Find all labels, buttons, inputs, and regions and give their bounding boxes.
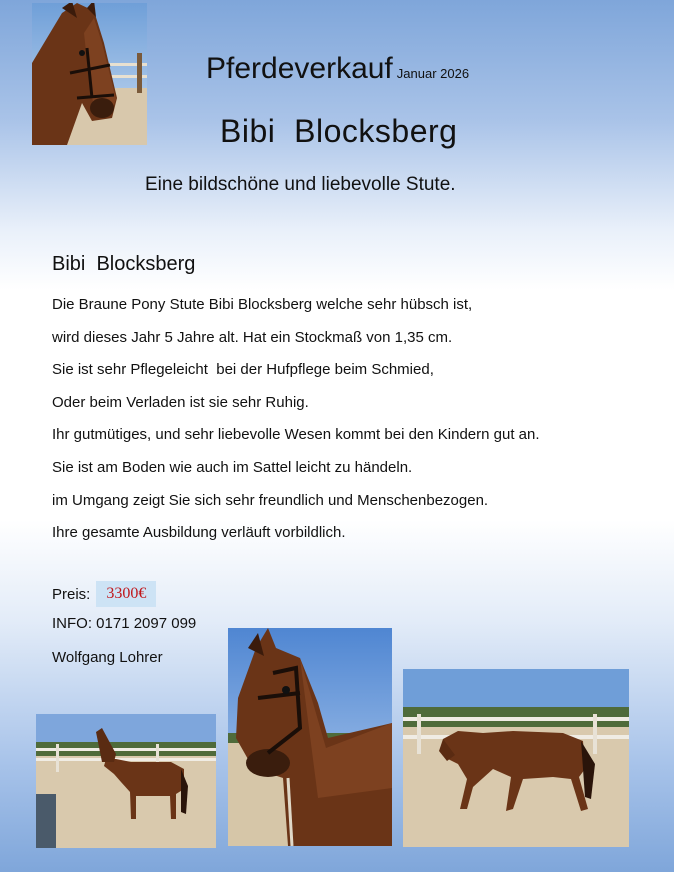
title-date: Januar 2026 [396, 66, 470, 81]
price-value: 3300€ [96, 581, 156, 607]
section-heading: Bibi Blocksberg [52, 253, 196, 275]
description-line: Die Braune Pony Stute Bibi Blocksberg welche sehr hübsch ist, [52, 296, 473, 313]
horse-head-photo [32, 3, 147, 145]
description-line: wird dieses Jahr 5 Jahre alt. Hat ein Stockmaß von 1,35 cm. [52, 328, 453, 346]
title-text: Pferdeverkauf [206, 52, 393, 85]
contact-name: Wolfgang Lohrer [52, 649, 163, 666]
description-line: Ihr gutmütiges, und sehr liebevolle Wesen kommt bei den Kindern gut an. [52, 426, 540, 444]
page-title [206, 52, 469, 86]
horse-walking-photo [403, 669, 629, 847]
horse-standing-photo [36, 714, 216, 848]
subtitle: Eine bildschöne und liebevolle Stute. [145, 174, 456, 195]
price-row [52, 581, 156, 607]
description-line: im Umgang zeigt Sie sich sehr freundlich und Menschenbezogen. [52, 491, 489, 509]
description-line: Oder beim Verladen ist sie sehr Ruhig. [52, 393, 309, 411]
price-label: Preis: [52, 585, 91, 603]
description [52, 289, 540, 550]
description-line: Sie ist sehr Pflegeleicht bei der Hufpflege beim Schmied, [52, 361, 434, 379]
horse-name-heading: Bibi Blocksberg [220, 113, 458, 149]
horse-portrait-photo [228, 628, 392, 846]
description-line: Sie ist am Boden wie auch im Sattel leicht zu händeln. [52, 458, 413, 476]
description-line: Ihre gesamte Ausbildung verläuft vorbildlich. [52, 524, 346, 542]
info-phone: INFO: 0171 2097 099 [52, 615, 197, 632]
